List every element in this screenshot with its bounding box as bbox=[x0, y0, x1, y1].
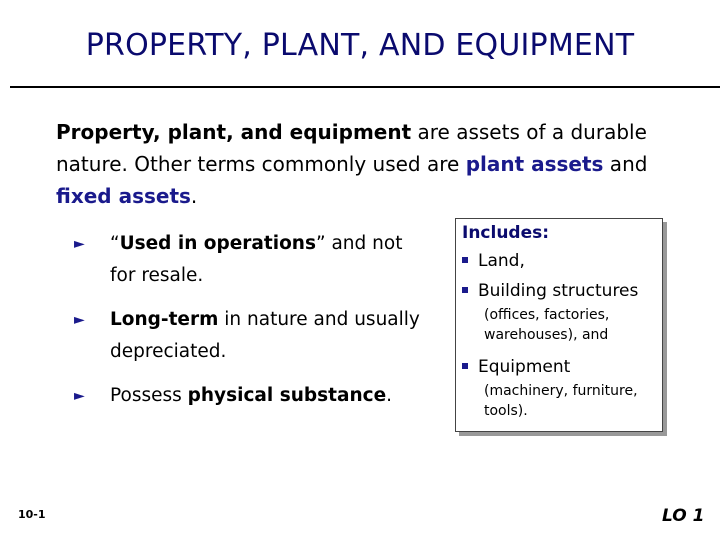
item-label: Building structures bbox=[478, 281, 639, 301]
item-note: (machinery, furniture, tools). bbox=[484, 383, 638, 419]
item-label: Equipment bbox=[478, 357, 571, 377]
arrow-bullet-icon: ► bbox=[74, 388, 85, 404]
includes-box bbox=[455, 218, 663, 432]
item-note: (offices, factories, warehouses), and bbox=[484, 307, 610, 343]
item-label: Land, bbox=[478, 251, 525, 271]
bullet-bold: Used in operations bbox=[119, 233, 316, 254]
bullet-post: in nature and usually depreciated. bbox=[110, 309, 420, 362]
square-bullet-icon bbox=[462, 287, 468, 293]
list-item bbox=[74, 304, 424, 368]
bullet-pre: “ bbox=[110, 233, 120, 254]
bullet-pre: Possess bbox=[110, 385, 188, 406]
list-item bbox=[462, 251, 525, 271]
intro-term: Property, plant, and equipment bbox=[56, 120, 412, 144]
characteristics-list bbox=[74, 228, 424, 424]
intro-paragraph bbox=[56, 116, 676, 212]
intro-alt-term-2: fixed assets bbox=[56, 184, 191, 208]
bullet-post: . bbox=[386, 385, 393, 406]
includes-heading: Includes: bbox=[462, 223, 550, 243]
arrow-bullet-icon: ► bbox=[74, 312, 85, 328]
square-bullet-icon bbox=[462, 363, 468, 369]
title-divider bbox=[10, 86, 720, 88]
bullet-post: ” and not for resale. bbox=[110, 233, 403, 286]
intro-text-1: are assets of a durable nature. Other terms commonly used are bbox=[56, 120, 647, 176]
intro-and: and bbox=[603, 152, 648, 176]
bullet-bold: physical substance bbox=[187, 385, 387, 406]
bullet-bold: Long-term bbox=[110, 309, 219, 330]
list-item bbox=[462, 357, 570, 377]
square-bullet-icon bbox=[462, 257, 468, 263]
slide-title: PROPERTY, PLANT, AND EQUIPMENT bbox=[85, 28, 635, 63]
learning-objective-label: LO 1 bbox=[662, 506, 705, 526]
list-item bbox=[462, 281, 638, 301]
intro-alt-term-1: plant assets bbox=[465, 152, 604, 176]
list-item bbox=[74, 228, 424, 292]
arrow-bullet-icon: ► bbox=[74, 236, 85, 252]
list-item bbox=[74, 380, 424, 412]
slide-number: 10-1 bbox=[18, 508, 46, 521]
intro-period: . bbox=[190, 184, 198, 208]
